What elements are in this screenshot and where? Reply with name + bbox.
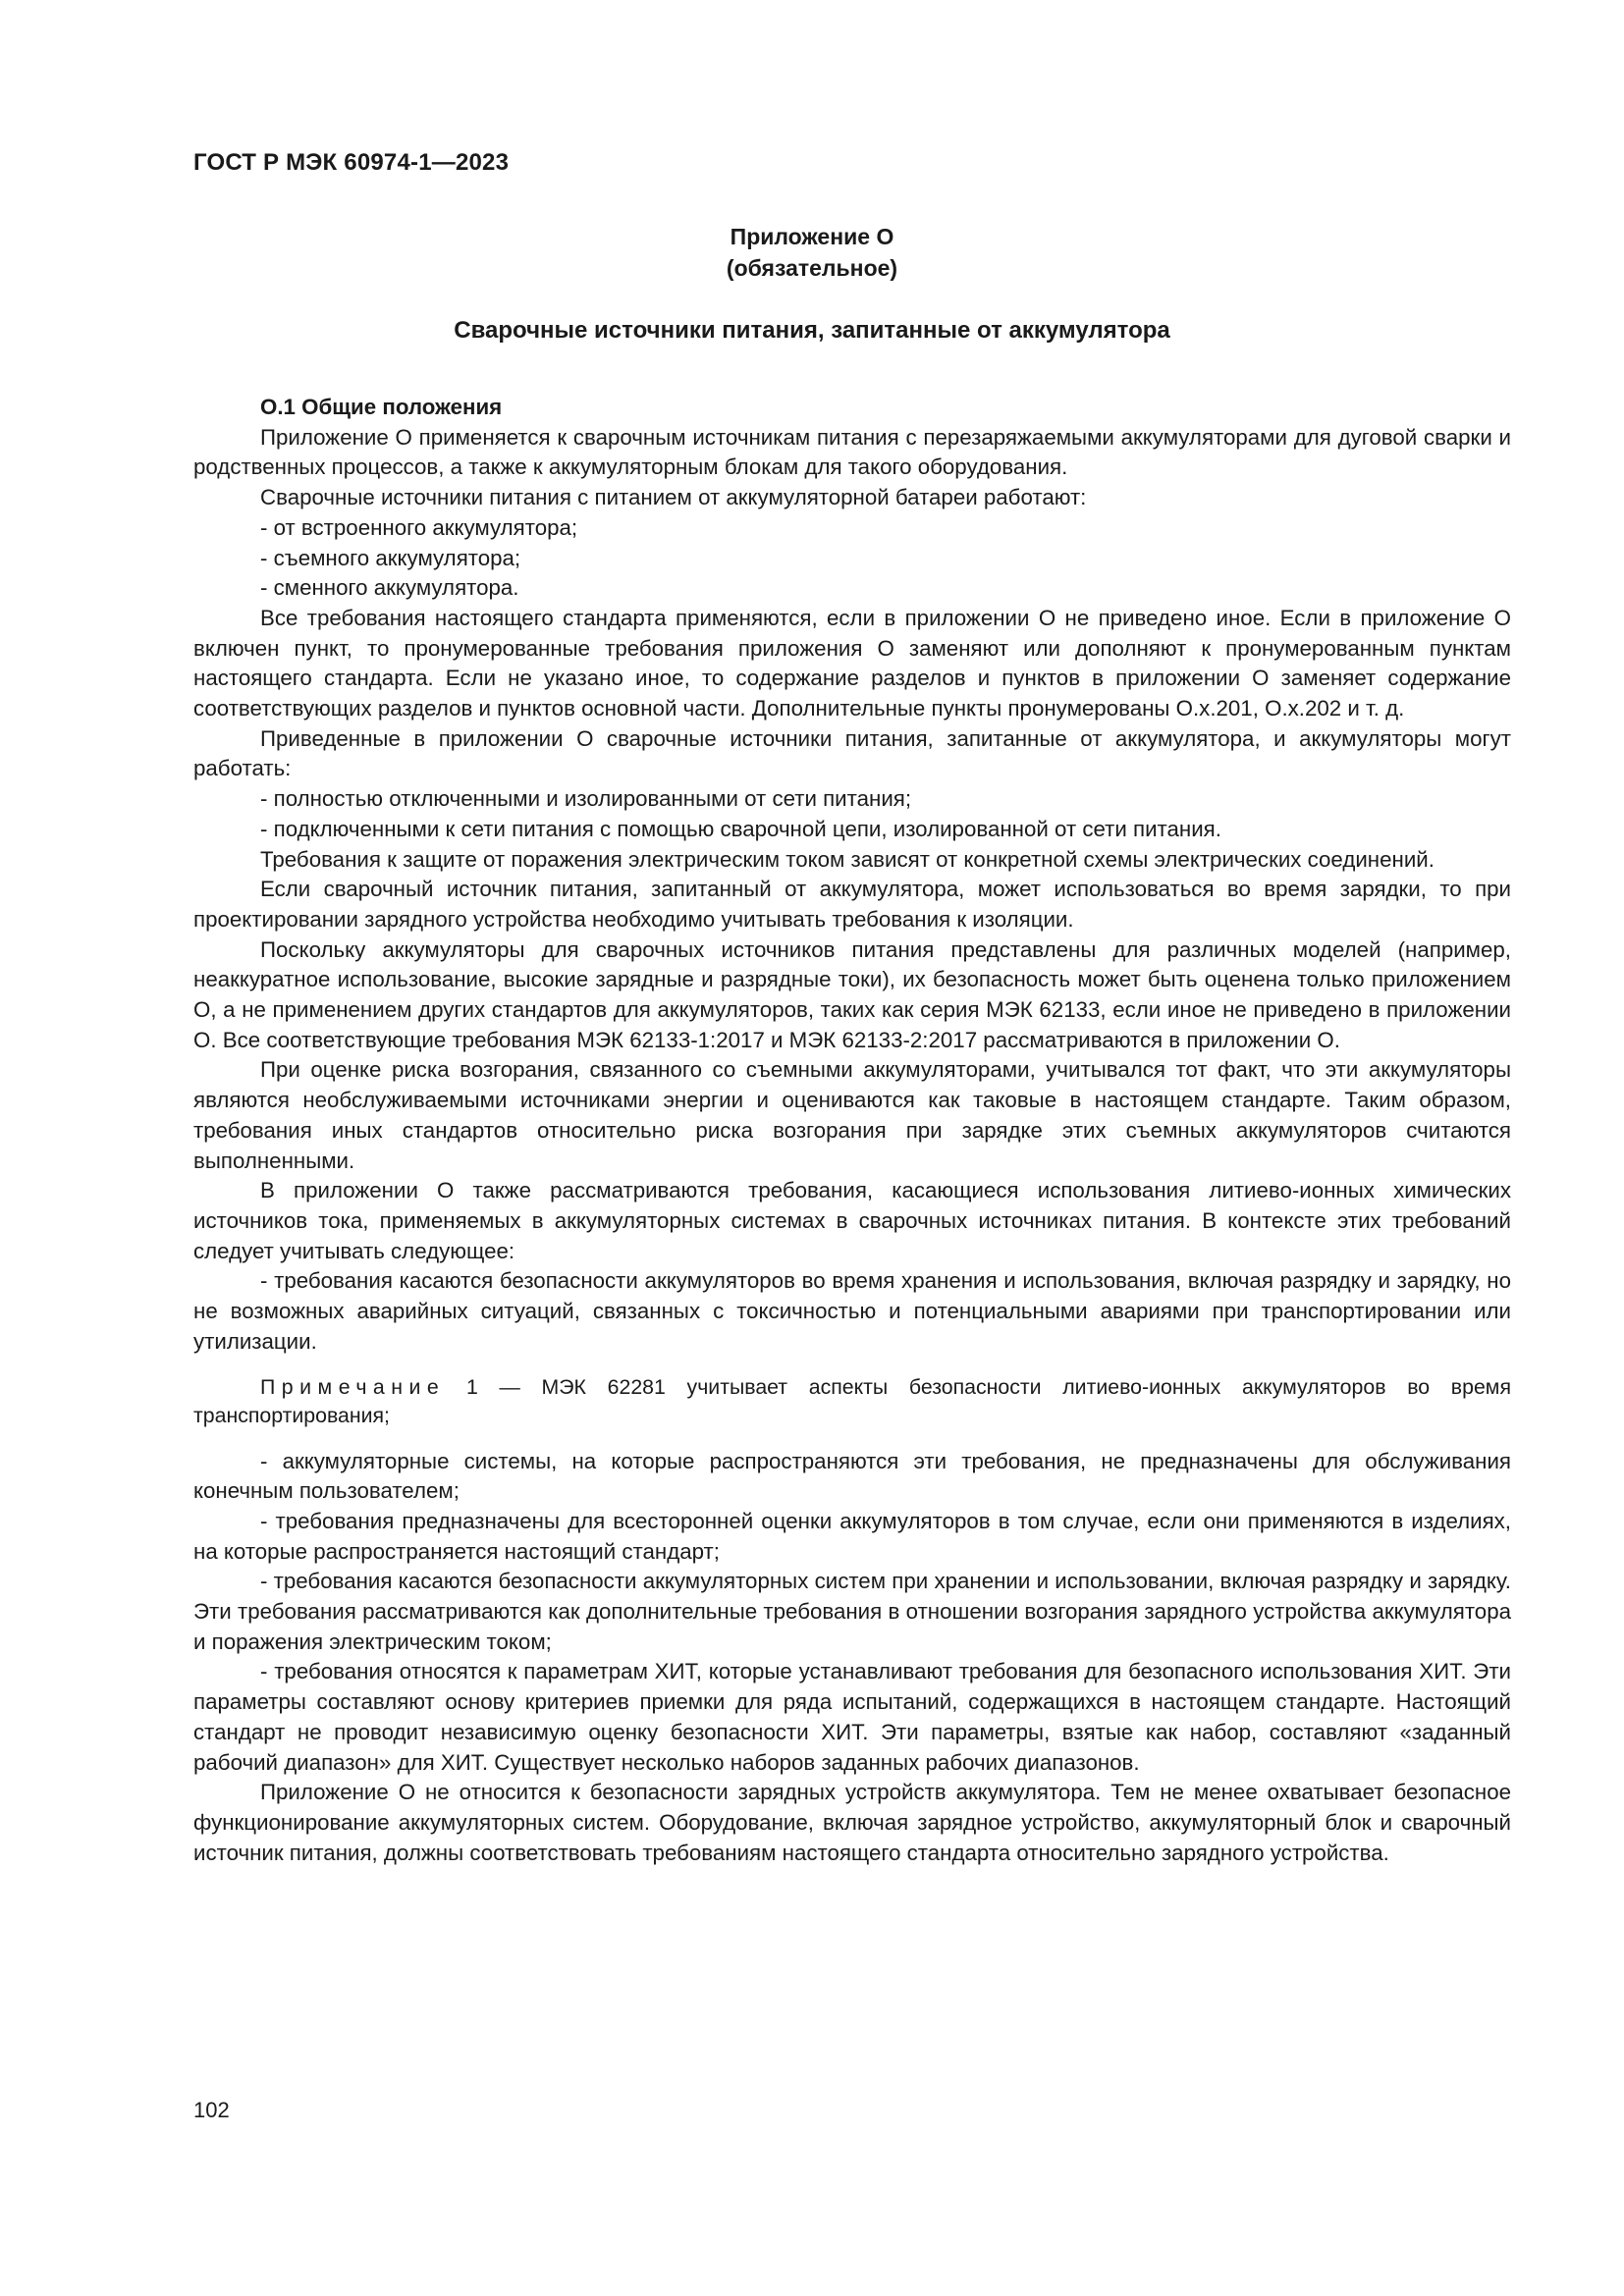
list-item: - полностью отключенными и изолированными от сети питания; — [260, 786, 912, 812]
paragraph: При оценке риска возгорания, связанного со съемными аккумуляторами, учитывался тот факт, что эти аккумуляторы являются необслуживаемыми источниками энергии и оцениваются как таковые в настоящем стандарте. Таким образом, требования иных стандартов относительно риска возгорания при зарядке этих съемных аккумуляторов считаются выполненными. — [193, 1057, 1511, 1173]
list-item: - требования предназначены для всесторонней оценки аккумуляторов в том случае, если они применяются в изделиях, на которые распространяется настоящий стандарт; — [193, 1508, 1511, 1564]
annex-title-block — [0, 221, 1624, 284]
paragraph: Все требования настоящего стандарта применяются, если в приложении О не приведено иное. Если в приложение О включен пункт, то пронумерованные требования приложения О заменяют или дополняют к пронумерованным пунктам настоящего стандарта. Если не указано иное, то содержание разделов и пунктов в приложении О заменяет содержание соответствующих разделов и пунктов основной части. Дополнительные пункты пронумерованы О.х.201, О.х.202 и т. д. — [193, 605, 1511, 721]
paragraph: Требования к защите от поражения электрическим током зависят от конкретной схемы электрических соединений. — [260, 846, 1435, 872]
list-item: - требования относятся к параметрам ХИТ, которые устанавливают требования для безопасного использования ХИТ. Эти параметры составляют основу критериев приемки для ряда испытаний, содержащихся в настоящем стандарте. Настоящий стандарт не проводит независимую оценку безопасности ХИТ. Эти параметры, взятые как набор, составляют «заданный рабочий диапазон» для ХИТ. Существует несколько наборов заданных рабочих диапазонов. — [193, 1659, 1511, 1775]
paragraph: Приложение О не относится к безопасности зарядных устройств аккумулятора. Тем не менее охватывает безопасное функционирование аккумуляторных систем. Оборудование, включая зарядное устройство, аккумуляторный блок и сварочный источник питания, должны соответствовать требованиям настоящего стандарта относительно зарядного устройства. — [193, 1780, 1511, 1865]
paragraph: В приложении О также рассматриваются требования, касающиеся использования литиево-ионных химических источников тока, применяемых в аккумуляторных системах в сварочных источниках питания. В контексте этих требований следует учитывать следующее: — [193, 1178, 1511, 1263]
paragraph: Если сварочный источник питания, запитанный от аккумулятора, может использоваться во время зарядки, то при проектировании зарядного устройства необходимо учитывать требования к изоляции. — [193, 877, 1511, 932]
note-label: Примечание — [260, 1374, 446, 1399]
list-item: - от встроенного аккумулятора; — [260, 514, 578, 540]
note-text: 1 — МЭК 62281 учитывает аспекты безопасности литиево-ионных аккумуляторов во время транспортирования; — [193, 1374, 1511, 1427]
paragraph: Сварочные источники питания с питанием от аккумуляторной батареи работают: — [260, 485, 1087, 510]
annex-title: Приложение О — [730, 224, 894, 249]
annex-heading: Сварочные источники питания, запитанные от аккумулятора — [454, 317, 1170, 344]
section-heading: О.1 Общие положения — [260, 395, 503, 419]
paragraph: Поскольку аккумуляторы для сварочных источников питания представлены для различных моделей (например, неаккуратное использование, высокие зарядные и разрядные токи), их безопасность может быть оценена только приложением О, а не применением других стандартов для аккумуляторов, таких как серия МЭК 62133, если иное не приведено в приложении О. Все соответствующие требования МЭК 62133-1:2017 и МЭК 62133-2:2017 рассматриваются в приложении О. — [193, 936, 1511, 1052]
list-item: - требования касаются безопасности аккумуляторных систем при хранении и использовании, включая разрядку и зарядку. Эти требования рассматриваются как дополнительные требования в отношении возгорания зарядного устройства аккумулятора и поражения электрическим током; — [193, 1569, 1511, 1654]
list-item: - аккумуляторные системы, на которые распространяются эти требования, не предназначены для обслуживания конечным пользователем; — [193, 1448, 1511, 1504]
paragraph: Приложение О применяется к сварочным источникам питания с перезаряжаемыми аккумуляторами для дуговой сварки и родственных процессов, а также к аккумуляторным блокам для такого оборудования. — [193, 424, 1511, 480]
page-number: 102 — [193, 2098, 230, 2122]
document-body — [193, 393, 1511, 1868]
list-item: - съемного аккумулятора; — [260, 545, 521, 570]
annex-status: (обязательное) — [726, 255, 898, 281]
paragraph: Приведенные в приложении О сварочные источники питания, запитанные от аккумулятора, и аккумуляторы могут работать: — [193, 725, 1511, 781]
list-item: - требования касаются безопасности аккумуляторов во время хранения и использования, включая разрядку и зарядку, но не возможных аварийных ситуаций, связанных с токсичностью и потенциальными авариями при транспортировании или утилизации. — [193, 1268, 1511, 1354]
document-code-header: ГОСТ Р МЭК 60974-1—2023 — [193, 149, 510, 176]
list-item: - подключенными к сети питания с помощью сварочной цепи, изолированной от сети питания. — [260, 816, 1221, 841]
note — [193, 1373, 1511, 1431]
list-item: - сменного аккумулятора. — [260, 575, 519, 601]
